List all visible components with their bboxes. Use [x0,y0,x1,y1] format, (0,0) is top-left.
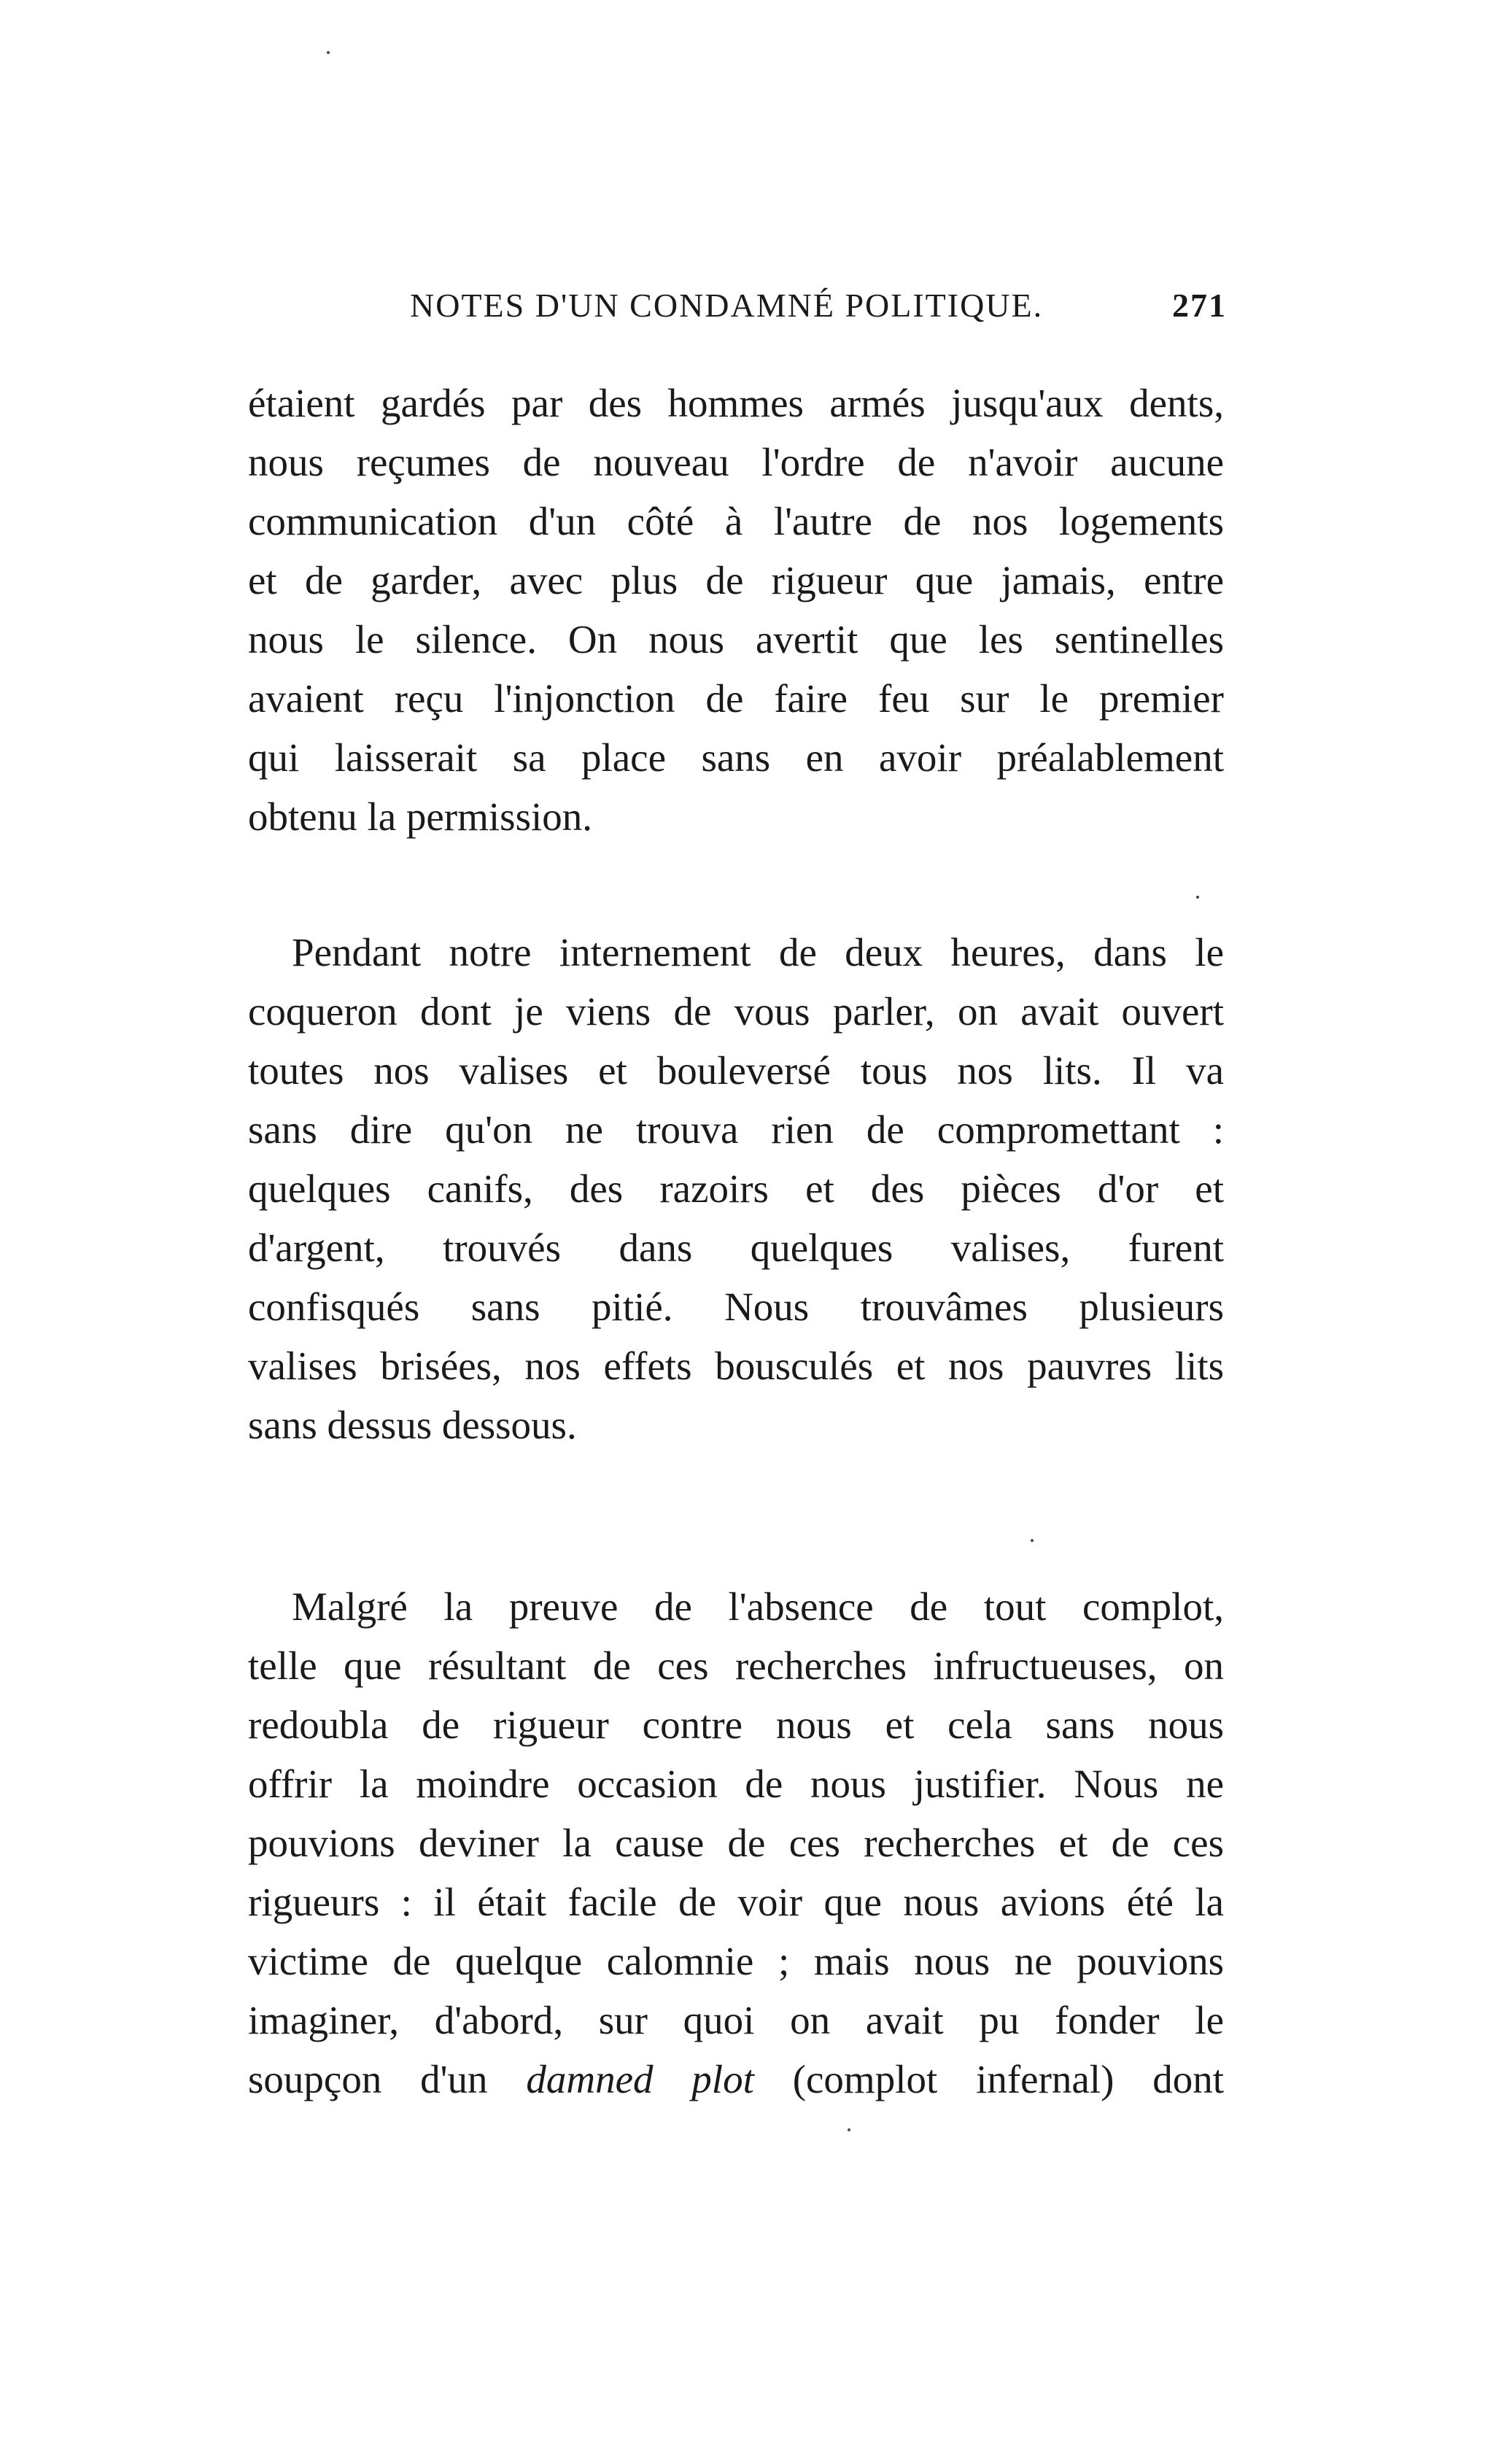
paragraph-3 [248,1577,1224,2109]
print-speck [1196,896,1199,899]
page-header [410,286,1227,337]
page-number: 271 [1172,287,1227,324]
text-line: imaginer, d'abord, sur quoi on avait pu fonder le [248,1998,1224,2042]
text-line: obtenu la permission. [248,794,593,839]
text-line: rigueurs : il était facile de voir que nous avions été la [248,1880,1224,1924]
text-line: Pendant notre internement de deux heures, dans le [292,930,1224,974]
text-line: sans dire qu'on ne trouva rien de compromettant : [248,1107,1224,1152]
text-line: qui laisserait sa place sans en avoir préalablement [248,735,1224,780]
print-speck [1031,1539,1034,1542]
text-line: pouvions deviner la cause de ces recherches et de ces [248,1821,1224,1865]
text-line: quelques canifs, des razoirs et des pièces d'or et [248,1166,1224,1211]
running-title: NOTES D'UN CONDAMNÉ POLITIQUE. [410,287,1044,324]
text-line: confisqués sans pitié. Nous trouvâmes plusieurs [248,1284,1224,1329]
paragraph-2 [248,923,1224,1454]
print-speck [848,2128,850,2131]
print-speck [327,51,330,54]
text-line: étaient gardés par des hommes armés jusqu'aux dents, [248,381,1224,425]
text-line: et de garder, avec plus de rigueur que jamais, entre [248,558,1224,602]
text-line: valises brisées, nos effets bousculés et nos pauvres lits [248,1344,1224,1388]
text-run: soupçon d'un [248,2057,527,2101]
text-line: victime de quelque calomnie ; mais nous ne pouvions [248,1939,1224,1983]
text-line: toutes nos valises et bouleversé tous nos lits. Il va [248,1048,1224,1093]
text-line: d'argent, trouvés dans quelques valises, furent [248,1225,1224,1270]
text-line: avaient reçu l'injonction de faire feu sur le premier [248,676,1224,721]
paragraph-1 [248,373,1224,846]
text-line: nous le silence. On nous avertit que les sentinelles [248,617,1224,662]
text-line: nous reçumes de nouveau l'ordre de n'avoir aucune [248,440,1224,484]
text-line-with-italic [248,2050,1224,2109]
text-line: redoubla de rigueur contre nous et cela sans nous [248,1702,1224,1747]
text-line: telle que résultant de ces recherches infructueuses, on [248,1643,1224,1688]
text-line: offrir la moindre occasion de nous justifier. Nous ne [248,1762,1224,1806]
text-line: coqueron dont je viens de vous parler, on avait ouvert [248,989,1224,1034]
text-line: Malgré la preuve de l'absence de tout complot, [292,1584,1224,1629]
italic-phrase: damned plot [526,2057,754,2101]
text-line: sans dessus dessous. [248,1403,577,1447]
text-run: (complot infernal) dont [753,2057,1224,2101]
text-line: communication d'un côté à l'autre de nos logements [248,499,1224,543]
